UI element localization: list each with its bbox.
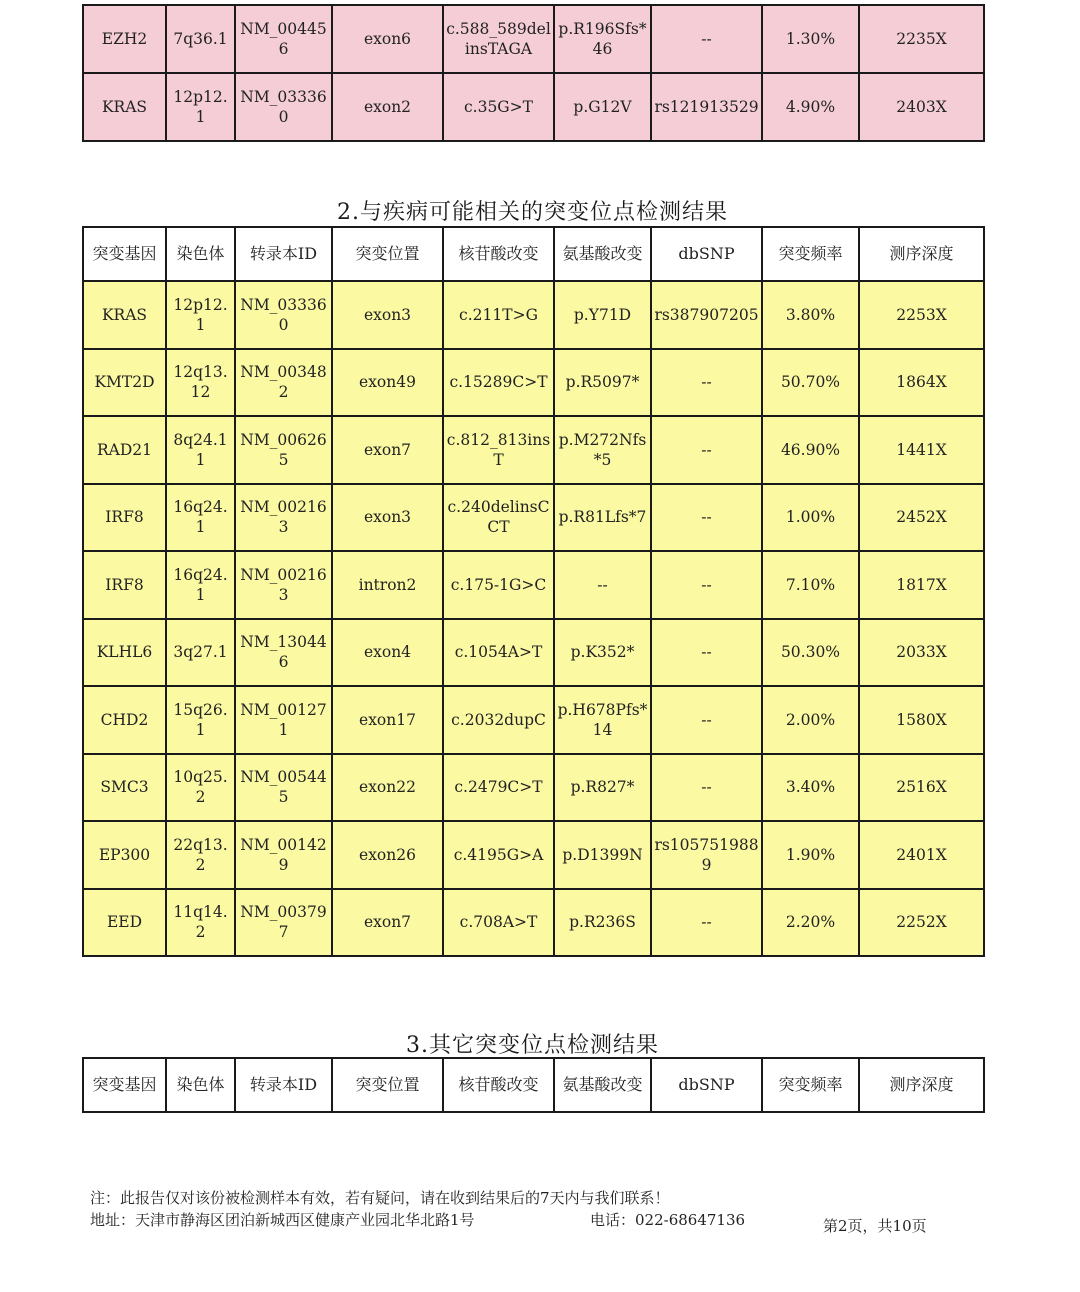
header-depth: 测序深度 [859,1058,984,1112]
cell-depth: 2253X [859,281,984,349]
header-dbsnp: dbSNP [651,227,762,281]
table-row [83,5,984,73]
header-transcript: 转录本ID [235,1058,332,1112]
cell-frequency: 7.10% [762,551,859,619]
cell-transcript: NM_003482 [235,349,332,417]
cell-frequency: 1.30% [762,5,859,73]
cell-transcript: NM_001271 [235,686,332,754]
cell-dbsnp: -- [651,5,762,73]
cell-amino-acid: -- [554,551,651,619]
cell-position: exon49 [332,349,443,417]
cell-frequency: 1.00% [762,484,859,552]
cell-transcript: NM_006265 [235,416,332,484]
table-row [83,281,984,349]
cell-dbsnp: -- [651,889,762,957]
cell-amino-acid: p.R236S [554,889,651,957]
cell-frequency: 3.80% [762,281,859,349]
cell-frequency: 50.70% [762,349,859,417]
header-gene: 突变基因 [83,227,166,281]
cell-chromosome: 10q25.2 [166,754,235,822]
cell-nucleotide: c.708A>T [443,889,554,957]
cell-transcript: NM_004456 [235,5,332,73]
cell-dbsnp: -- [651,484,762,552]
cell-frequency: 2.00% [762,686,859,754]
cell-gene: EP300 [83,821,166,889]
cell-position: exon6 [332,5,443,73]
cell-amino-acid: p.D1399N [554,821,651,889]
cell-depth: 2033X [859,619,984,687]
cell-dbsnp: rs387907205 [651,281,762,349]
cell-dbsnp: -- [651,349,762,417]
page-number: 第2页，共10页 [823,1217,927,1235]
cell-position: exon3 [332,281,443,349]
cell-transcript: NM_002163 [235,484,332,552]
footer-phone: 电话：022-68647136 [590,1211,746,1229]
footer-note: 注：此报告仅对该份被检测样本有效，若有疑问，请在收到结果后的7天内与我们联系！ [90,1189,670,1207]
cell-gene: KMT2D [83,349,166,417]
cell-depth: 1441X [859,416,984,484]
cell-frequency: 46.90% [762,416,859,484]
cell-amino-acid: p.R81Lfs*7 [554,484,651,552]
cell-amino-acid: p.M272Nfs*5 [554,416,651,484]
cell-depth: 1817X [859,551,984,619]
header-nucleotide: 核苷酸改变 [443,227,554,281]
cell-gene: IRF8 [83,551,166,619]
cell-nucleotide: c.588_589delinsTAGA [443,5,554,73]
header-amino-acid: 氨基酸改变 [554,227,651,281]
cell-amino-acid: p.G12V [554,73,651,141]
header-depth: 测序深度 [859,227,984,281]
cell-position: exon26 [332,821,443,889]
cell-depth: 2516X [859,754,984,822]
cell-chromosome: 16q24.1 [166,484,235,552]
cell-dbsnp: -- [651,754,762,822]
header-gene: 突变基因 [83,1058,166,1112]
header-position: 突变位置 [332,1058,443,1112]
cell-chromosome: 3q27.1 [166,619,235,687]
cell-position: exon7 [332,889,443,957]
cell-depth: 1580X [859,686,984,754]
cell-depth: 2401X [859,821,984,889]
cell-amino-acid: p.R827* [554,754,651,822]
table-row [83,686,984,754]
cell-amino-acid: p.R5097* [554,349,651,417]
other-mutation-table [82,1057,985,1113]
table-row [83,551,984,619]
cell-nucleotide: c.4195G>A [443,821,554,889]
cell-nucleotide: c.211T>G [443,281,554,349]
cell-dbsnp: rs1057519889 [651,821,762,889]
cell-transcript: NM_130446 [235,619,332,687]
cell-position: exon22 [332,754,443,822]
cell-chromosome: 11q14.2 [166,889,235,957]
cell-depth: 2452X [859,484,984,552]
table-row [83,821,984,889]
table-header-row [83,227,984,281]
table-row [83,349,984,417]
cell-nucleotide: c.812_813insT [443,416,554,484]
cell-chromosome: 7q36.1 [166,5,235,73]
cell-position: exon17 [332,686,443,754]
header-frequency: 突变频率 [762,227,859,281]
cell-nucleotide: c.1054A>T [443,619,554,687]
table-row [83,484,984,552]
header-frequency: 突变频率 [762,1058,859,1112]
header-chromosome: 染色体 [166,227,235,281]
cell-frequency: 1.90% [762,821,859,889]
cell-position: exon4 [332,619,443,687]
cell-nucleotide: c.35G>T [443,73,554,141]
cell-gene: KRAS [83,73,166,141]
cell-chromosome: 16q24.1 [166,551,235,619]
cell-gene: KRAS [83,281,166,349]
cell-nucleotide: c.175-1G>C [443,551,554,619]
cell-transcript: NM_033360 [235,73,332,141]
cell-dbsnp: -- [651,416,762,484]
table-row [83,619,984,687]
header-chromosome: 染色体 [166,1058,235,1112]
mutation-table-top [82,4,985,142]
table-row [83,416,984,484]
cell-position: exon3 [332,484,443,552]
cell-position: exon7 [332,416,443,484]
cell-amino-acid: p.K352* [554,619,651,687]
cell-frequency: 2.20% [762,889,859,957]
cell-dbsnp: -- [651,619,762,687]
section-3-title: 3.其它突变位点检测结果 [406,1033,659,1058]
cell-nucleotide: c.240delinsCCT [443,484,554,552]
table-row [83,73,984,141]
cell-nucleotide: c.15289C>T [443,349,554,417]
cell-amino-acid: p.R196Sfs*46 [554,5,651,73]
cell-transcript: NM_001429 [235,821,332,889]
header-dbsnp: dbSNP [651,1058,762,1112]
cell-depth: 1864X [859,349,984,417]
cell-nucleotide: c.2032dupC [443,686,554,754]
cell-depth: 2403X [859,73,984,141]
cell-chromosome: 12p12.1 [166,73,235,141]
table-row [83,889,984,957]
cell-amino-acid: p.H678Pfs*14 [554,686,651,754]
cell-dbsnp: rs121913529 [651,73,762,141]
cell-position: intron2 [332,551,443,619]
table-row [83,754,984,822]
cell-gene: KLHL6 [83,619,166,687]
section-2-title: 2.与疾病可能相关的突变位点检测结果 [337,200,728,225]
cell-gene: EED [83,889,166,957]
cell-transcript: NM_033360 [235,281,332,349]
header-transcript: 转录本ID [235,227,332,281]
table-header-row [83,1058,984,1112]
cell-gene: EZH2 [83,5,166,73]
cell-transcript: NM_005445 [235,754,332,822]
disease-related-mutation-table [82,226,985,957]
header-position: 突变位置 [332,227,443,281]
cell-gene: IRF8 [83,484,166,552]
cell-gene: RAD21 [83,416,166,484]
cell-gene: CHD2 [83,686,166,754]
cell-position: exon2 [332,73,443,141]
cell-gene: SMC3 [83,754,166,822]
header-nucleotide: 核苷酸改变 [443,1058,554,1112]
cell-dbsnp: -- [651,686,762,754]
cell-frequency: 50.30% [762,619,859,687]
cell-transcript: NM_002163 [235,551,332,619]
cell-depth: 2235X [859,5,984,73]
header-amino-acid: 氨基酸改变 [554,1058,651,1112]
cell-transcript: NM_003797 [235,889,332,957]
cell-amino-acid: p.Y71D [554,281,651,349]
cell-nucleotide: c.2479C>T [443,754,554,822]
cell-depth: 2252X [859,889,984,957]
cell-chromosome: 22q13.2 [166,821,235,889]
cell-frequency: 4.90% [762,73,859,141]
cell-dbsnp: -- [651,551,762,619]
cell-frequency: 3.40% [762,754,859,822]
cell-chromosome: 12q13.12 [166,349,235,417]
cell-chromosome: 12p12.1 [166,281,235,349]
footer-address: 地址：天津市静海区团泊新城西区健康产业园北华北路1号 [90,1211,475,1229]
cell-chromosome: 8q24.11 [166,416,235,484]
cell-chromosome: 15q26.1 [166,686,235,754]
